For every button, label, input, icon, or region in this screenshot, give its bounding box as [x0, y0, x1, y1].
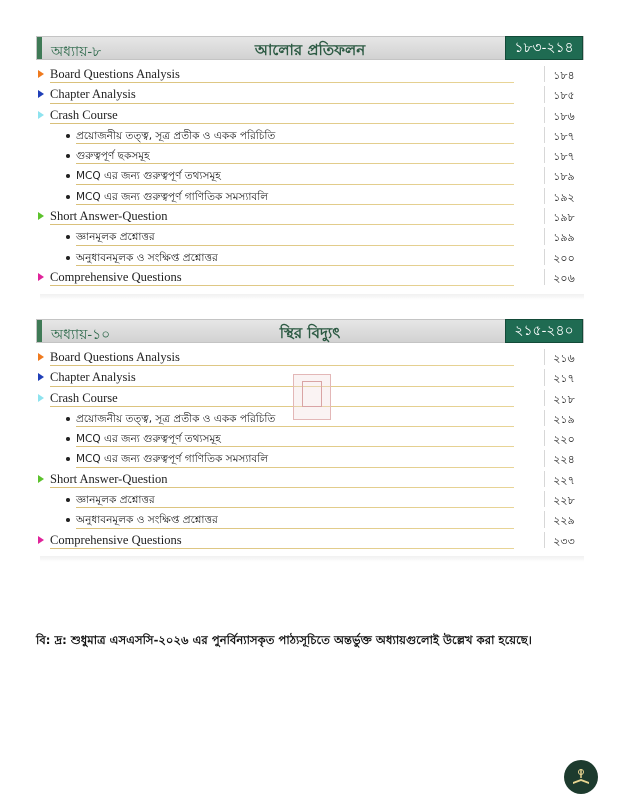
underline-rule [50, 285, 514, 286]
toc-item [36, 206, 584, 226]
dot-bullet-icon [66, 256, 70, 260]
underline-rule [50, 82, 514, 83]
underline-rule [76, 184, 514, 185]
dot-bullet-icon [66, 235, 70, 239]
underline-rule [50, 406, 514, 407]
toc-item [36, 530, 584, 550]
underline-rule [76, 426, 514, 427]
page-number: ২১৬ [544, 347, 584, 367]
page-number: ২০৬ [544, 267, 584, 287]
toc-item-label: Chapter Analysis [50, 87, 136, 102]
toc-item-label: Board Questions Analysis [50, 67, 180, 81]
page-number: ১৯২ [544, 186, 584, 206]
toc-item [36, 84, 584, 104]
triangle-bullet-icon [38, 353, 44, 361]
triangle-bullet-icon [38, 273, 44, 281]
underline-rule [76, 446, 514, 447]
toc-item-label: Comprehensive Questions [50, 269, 182, 284]
dot-bullet-icon [66, 518, 70, 522]
underline-rule [50, 365, 514, 366]
toc-subitem [36, 247, 584, 267]
dot-bullet-icon [66, 134, 70, 138]
dot-bullet-icon [66, 498, 70, 502]
dot-bullet-icon [66, 154, 70, 158]
page-number: ২২৯ [544, 509, 584, 529]
toc-item-label: Short Answer-Question [50, 209, 168, 224]
toc-item-label: Short Answer-Question [50, 471, 168, 486]
triangle-bullet-icon [38, 394, 44, 402]
dot-bullet-icon [66, 174, 70, 178]
section-shadow [40, 294, 584, 300]
triangle-bullet-icon [38, 90, 44, 98]
toc-item-label: MCQ এর জন্য গুরুত্বপূর্ণ গাণিতিক সমস্যাবলি [76, 190, 269, 203]
toc-item [36, 64, 584, 84]
chapter-header [36, 36, 584, 60]
book-icon [571, 767, 591, 787]
chapter-title: স্থির বিদ্যুৎ [279, 324, 341, 342]
dot-bullet-icon [66, 417, 70, 421]
toc-item-label: MCQ এর জন্য গুরুত্বপূর্ণ তথ্যসমূহ [76, 433, 221, 446]
page-number: ২২০ [544, 428, 584, 448]
page-number: ২২৪ [544, 448, 584, 468]
triangle-bullet-icon [38, 212, 44, 220]
underline-rule [76, 528, 514, 529]
triangle-bullet-icon [38, 536, 44, 544]
page-number: ২০০ [544, 247, 584, 267]
page-number: ১৮৭ [544, 125, 584, 145]
page-number: ২১৯ [544, 408, 584, 428]
toc-subitem [36, 125, 584, 145]
underline-rule [50, 224, 514, 225]
chapter-number: অধ্যায়-১০ [51, 327, 111, 343]
page-number: ১৯৯ [544, 226, 584, 246]
toc-subitem [36, 428, 584, 448]
toc-subitem [36, 165, 584, 185]
toc-item-label: MCQ এর জন্য গুরুত্বপূর্ণ গাণিতিক সমস্যাবলি [76, 453, 269, 466]
toc-subitem [36, 145, 584, 165]
toc-subitem [36, 186, 584, 206]
dot-bullet-icon [66, 437, 70, 441]
triangle-bullet-icon [38, 70, 44, 78]
publisher-logo [564, 760, 598, 794]
underline-rule [50, 103, 514, 104]
underline-rule [50, 487, 514, 488]
triangle-bullet-icon [38, 475, 44, 483]
page-number: ২১৭ [544, 367, 584, 387]
underline-rule [76, 245, 514, 246]
footnote: বি: দ্র: শুধুমাত্র এসএসসি-২০২৬ এর পুনর্বিন্যাসকৃত পাঠ্যসূচিতে অন্তর্ভুক্ত অধ্যায়গুলোই উল্লেখ করা হয়েছে। [36, 633, 532, 647]
toc-item-label: প্রয়োজনীয় তত্ত্ব, সূত্র প্রতীক ও একক পরিচিতি [76, 129, 276, 142]
page-number: ১৯৮ [544, 206, 584, 226]
toc-subitem [36, 489, 584, 509]
toc-item-label: Comprehensive Questions [50, 532, 182, 547]
chapter-title: আলোর প্রতিফলন [254, 41, 366, 59]
underline-rule [76, 163, 514, 164]
toc-item-label: Crash Course [50, 390, 118, 405]
watermark-logo [293, 374, 331, 420]
toc-subitem [36, 226, 584, 246]
page-number: ২১৮ [544, 388, 584, 408]
toc-item-label: অনুধাবনমূলক ও সংক্ষিপ্ত প্রশ্নোত্তর [76, 514, 218, 527]
toc-list [36, 64, 584, 287]
toc-item-label: Crash Course [50, 107, 118, 122]
triangle-bullet-icon [38, 373, 44, 381]
chapter-number: অধ্যায়-৮ [51, 44, 102, 60]
page-number: ১৮৯ [544, 165, 584, 185]
page-number: ১৮৬ [544, 105, 584, 125]
section-shadow [40, 556, 584, 562]
underline-rule [76, 204, 514, 205]
toc-item-label: জ্ঞানমূলক প্রশ্নোত্তর [76, 494, 155, 507]
chapter-header [36, 319, 584, 343]
underline-rule [76, 143, 514, 144]
toc-item [36, 105, 584, 125]
page-number: ২২৭ [544, 469, 584, 489]
page-range-badge: ২১৫-২৪০ [505, 319, 583, 343]
underline-rule [76, 507, 514, 508]
chapter-10-section [36, 319, 584, 550]
toc-subitem [36, 509, 584, 529]
chapter-8-section [36, 36, 584, 287]
toc-item-label: প্রয়োজনীয় তত্ত্ব, সূত্র প্রতীক ও একক পরিচিতি [76, 412, 276, 425]
dot-bullet-icon [66, 195, 70, 199]
page-number: ১৮৪ [544, 64, 584, 84]
toc-subitem [36, 448, 584, 468]
toc-item-label: অনুধাবনমূলক ও সংক্ষিপ্ত প্রশ্নোত্তর [76, 251, 218, 264]
toc-item [36, 347, 584, 367]
toc-item-label: গুরুত্বপূর্ণ ছকসমূহ [76, 150, 150, 163]
toc-item [36, 469, 584, 489]
toc-item-label: Board Questions Analysis [50, 350, 180, 364]
underline-rule [50, 548, 514, 549]
page-range-badge: ১৮৩-২১৪ [505, 36, 583, 60]
dot-bullet-icon [66, 457, 70, 461]
page-number: ১৮৫ [544, 84, 584, 104]
triangle-bullet-icon [38, 111, 44, 119]
page-number: ২২৮ [544, 489, 584, 509]
toc-item-label: Chapter Analysis [50, 370, 136, 385]
page-number: ২৩৩ [544, 530, 584, 550]
toc-item-label: জ্ঞানমূলক প্রশ্নোত্তর [76, 231, 155, 244]
underline-rule [50, 123, 514, 124]
underline-rule [50, 386, 514, 387]
page-number: ১৮৭ [544, 145, 584, 165]
toc-item [36, 267, 584, 287]
toc-item-label: MCQ এর জন্য গুরুত্বপূর্ণ তথ্যসমূহ [76, 170, 221, 183]
underline-rule [76, 265, 514, 266]
underline-rule [76, 467, 514, 468]
